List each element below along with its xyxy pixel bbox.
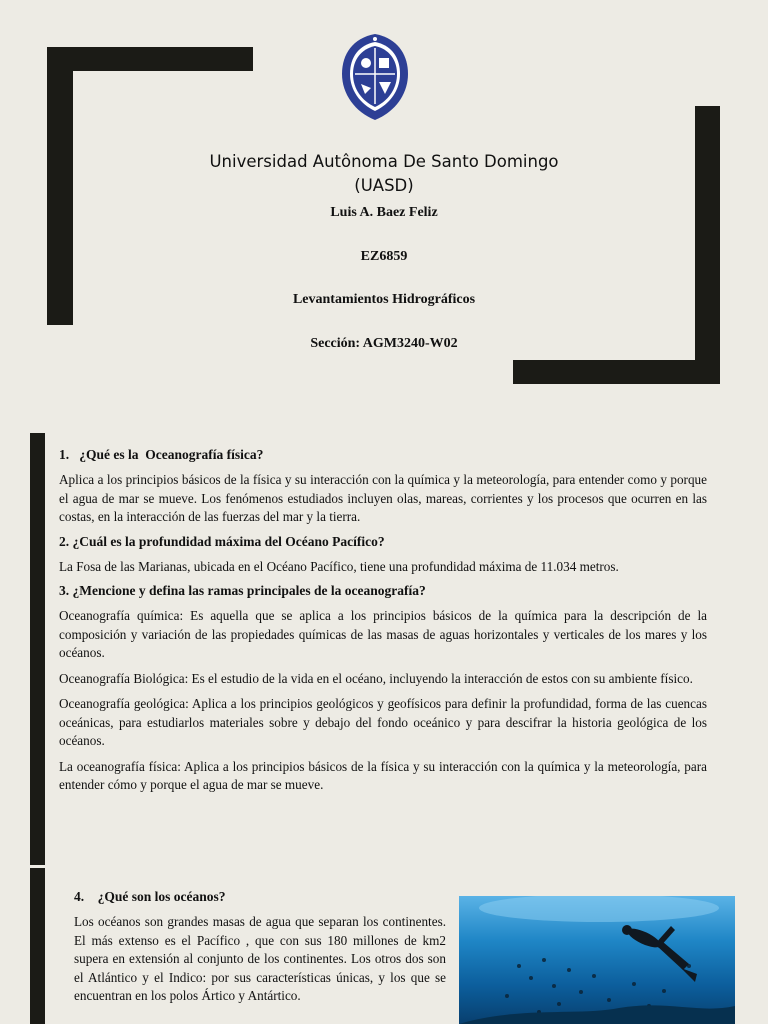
frame-bottom-right-horizontal — [513, 360, 720, 384]
frame-top-left-horizontal — [47, 47, 253, 71]
course-name: Levantamientos Hidrográficos — [292, 292, 476, 307]
student-name: Luis A. Baez Feliz — [330, 205, 438, 220]
question-4-title: 4. ¿Qué son los océanos? — [74, 889, 226, 904]
university-acronym: (UASD) — [354, 176, 414, 195]
question-1-answer: Aplica a los principios básicos de la física y su interacción con la química y la meteorología, para entender como y porque el agua de mar se mueve. Los fenómenos estudiados incluyen olas, mareas, corrientes y los procesos que ocurren en las costas, en la interacción de las fuerzas del mar y la tierra. — [59, 472, 707, 524]
branch-chemical: Oceanografía química: Es aquella que se aplica a los principios básicos de la química para la descripción de la composición y variación de las propiedades químicas de las masas de aguas horizontales y verticales de los mares y los océanos. — [59, 608, 707, 660]
question-2-answer: La Fosa de las Marianas, ubicada en el Océano Pacífico, tiene una profundidad máxima de 11.034 metros. — [59, 558, 619, 574]
content-left-rule — [30, 433, 45, 865]
question-3-title: 3. ¿Mencione y defina las ramas principales de la oceanografía? — [59, 583, 426, 598]
question-1-title: 1. ¿Qué es la Oceanografía física? — [59, 447, 264, 462]
ocean-diver-photo — [459, 896, 735, 1024]
questions-content — [59, 447, 707, 802]
content-left-rule-lower — [30, 868, 45, 1024]
student-id: EZ6859 — [360, 249, 408, 264]
branch-biological: Oceanografía Biológica: Es el estudio de la vida en el océano, incluyendo la interacción de estos con su ambiente físico. — [59, 670, 693, 686]
section-code: Sección: AGM3240-W02 — [310, 336, 458, 351]
branch-geological: Oceanografía geológica: Aplica a los principios geológicos y geofísicos para definir la profundidad, forma de las cuencas oceánicas, para estudiarlos materiales sobre y debajo del fondo oceánico y para descifrar la historia geológica de los océanos. — [59, 696, 707, 748]
question-4-section — [74, 889, 446, 1006]
diver-scene-icon — [459, 896, 735, 1024]
branch-physical: La oceanografía física: Aplica a los principios básicos de la física y su interacción con la química y la meteorología, para entender cómo y porque el agua de mar se mueve. — [59, 758, 707, 792]
question-2-title: 2. ¿Cuál es la profundidad máxima del Océano Pacífico? — [59, 533, 385, 549]
question-4-answer: Los océanos son grandes masas de agua que separan los continentes. El más extenso es el Pacífico , que con sus 180 millones de km2 supera en extensión al conjunto de los continentes. Los otros dos son el Atlántico y el Indico: por sus características únicas, y los que se encuentran en los polos Ártico y Antártico. — [74, 914, 446, 1003]
university-name: Universidad Autônoma De Santo Domingo — [209, 152, 559, 171]
university-seal-icon — [339, 32, 411, 122]
